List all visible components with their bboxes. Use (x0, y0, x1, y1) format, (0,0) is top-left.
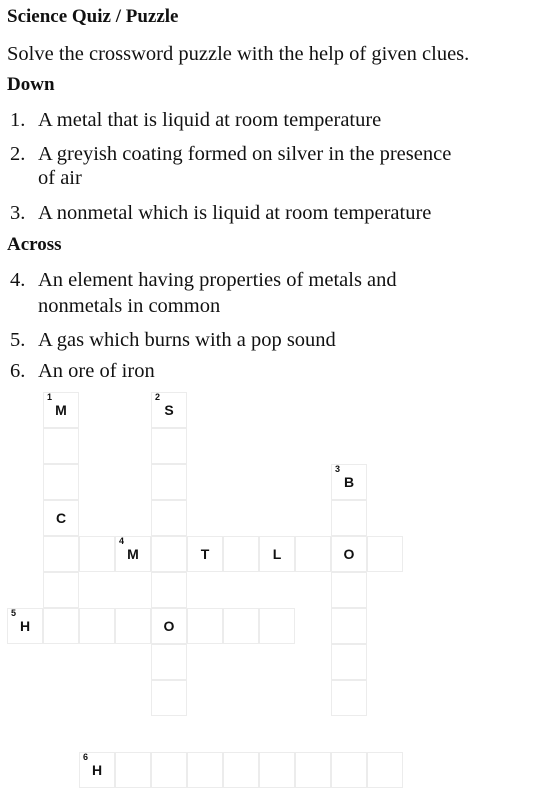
clue-text: An ore of iron (38, 360, 155, 382)
cell-clue-number: 4 (119, 536, 125, 546)
clue-text: A gas which burns with a pop sound (38, 329, 336, 351)
crossword-cell[interactable] (151, 500, 187, 536)
crossword-cell[interactable] (331, 572, 367, 608)
cell-letter: L (272, 546, 282, 562)
crossword-cell[interactable] (79, 536, 115, 572)
crossword-cell[interactable] (43, 464, 79, 500)
crossword-cell[interactable] (331, 500, 367, 536)
crossword-cell[interactable] (187, 608, 223, 644)
crossword-cell[interactable] (43, 536, 79, 572)
crossword-cell[interactable] (331, 680, 367, 716)
crossword-cell[interactable] (187, 752, 223, 788)
crossword-cell[interactable] (151, 536, 187, 572)
crossword-cell[interactable] (151, 680, 187, 716)
across-heading: Across (7, 234, 62, 255)
clue-number: 4. (10, 269, 26, 291)
cell-letter: H (19, 618, 31, 634)
clue-text: A metal that is liquid at room temperature (38, 109, 382, 131)
cell-letter: C (55, 510, 67, 526)
cell-clue-number: 6 (83, 752, 89, 762)
crossword-cell[interactable] (151, 752, 187, 788)
crossword-cell[interactable] (367, 536, 403, 572)
crossword-cell[interactable] (79, 752, 115, 788)
crossword-cell[interactable] (43, 392, 79, 428)
crossword-cell[interactable] (7, 608, 43, 644)
crossword-cell[interactable] (259, 752, 295, 788)
crossword-cell[interactable] (331, 644, 367, 680)
crossword-cell[interactable] (331, 536, 367, 572)
crossword-cell[interactable] (367, 752, 403, 788)
cell-clue-number: 5 (11, 608, 17, 618)
cell-letter: T (200, 546, 210, 562)
cell-letter: B (343, 474, 355, 490)
crossword-cell[interactable] (151, 392, 187, 428)
crossword-cell[interactable] (295, 536, 331, 572)
crossword-cell[interactable] (331, 608, 367, 644)
cell-letter: O (343, 546, 355, 562)
crossword-cell[interactable] (115, 608, 151, 644)
down-heading: Down (7, 74, 55, 95)
cell-clue-number: 2 (155, 392, 161, 402)
crossword-cell[interactable] (259, 608, 295, 644)
crossword-cell[interactable] (187, 536, 223, 572)
clue-number: 2. (10, 143, 26, 165)
crossword-cell[interactable] (43, 608, 79, 644)
crossword-cell[interactable] (331, 464, 367, 500)
cell-letter: H (91, 762, 103, 778)
cell-clue-number: 1 (47, 392, 53, 402)
crossword-cell[interactable] (43, 572, 79, 608)
clue-text: A nonmetal which is liquid at room temperature (38, 202, 432, 224)
crossword-cell[interactable] (43, 500, 79, 536)
cell-letter: M (127, 546, 139, 562)
clue-text: A greyish coating formed on silver in the presence (38, 143, 452, 165)
clue-number: 5. (10, 329, 26, 351)
clue-number: 1. (10, 109, 26, 131)
crossword-cell[interactable] (223, 536, 259, 572)
crossword-cell[interactable] (43, 428, 79, 464)
crossword-cell[interactable] (151, 464, 187, 500)
cell-letter: M (55, 402, 67, 418)
page-title: Science Quiz / Puzzle (7, 6, 179, 27)
instruction-text: Solve the crossword puzzle with the help of given clues. (7, 43, 470, 65)
clue-text: An element having properties of metals and (38, 269, 397, 291)
crossword-cell[interactable] (151, 428, 187, 464)
clue-text-continued: of air (38, 167, 82, 189)
crossword-cell[interactable] (79, 608, 115, 644)
clue-number: 6. (10, 360, 26, 382)
crossword-cell[interactable] (151, 644, 187, 680)
crossword-cell[interactable] (151, 572, 187, 608)
cell-letter: O (163, 618, 175, 634)
cell-clue-number: 3 (335, 464, 341, 474)
crossword-cell[interactable] (331, 752, 367, 788)
crossword-cell[interactable] (223, 752, 259, 788)
crossword-cell[interactable] (295, 752, 331, 788)
cell-letter: S (164, 402, 174, 418)
crossword-cell[interactable] (151, 608, 187, 644)
clue-number: 3. (10, 202, 26, 224)
crossword-cell[interactable] (259, 536, 295, 572)
crossword-cell[interactable] (223, 608, 259, 644)
crossword-cell[interactable] (115, 536, 151, 572)
clue-text-continued: nonmetals in common (38, 295, 221, 317)
crossword-cell[interactable] (115, 752, 151, 788)
